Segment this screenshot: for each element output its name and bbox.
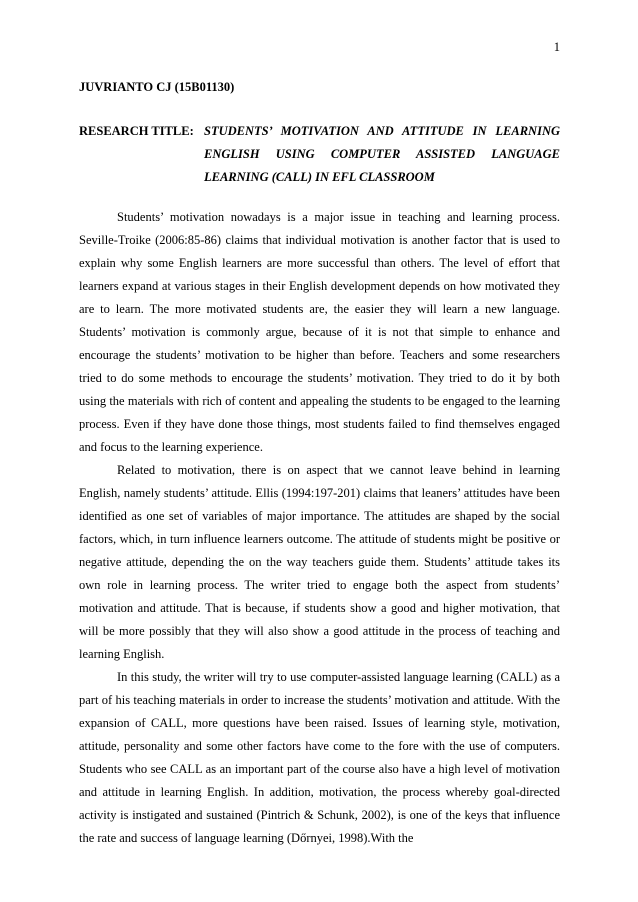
paragraph: In this study, the writer will try to use computer-assisted language learning (CALL) as a part of his teaching materials in order to increase the students’ motivation and attitude. With the expansion of CALL, more questions have been raised. Issues of learning style, motivation, attitude, personality and some other factors have come to the fore with the use of computers. Students who see CALL as an important part of the course also have a high level of motivation and attitude in learning English. In addition, motivation, the process whereby goal-directed activity is instigated and sustained (Pintrich & Schunk, 2002), is one of the keys that influence the rate and success of language learning (Dőrnyei, 1998).With the: [79, 670, 560, 845]
paragraph: Students’ motivation nowadays is a major issue in teaching and learning process. Seville-Troike (2006:85-86) claims that individual motivation is another factor that is used to explain why some English learners are more successful than others. The level of effort that learners expand at various stages in their English development depends on how motivated they are to learn. The more motivated students are, the easier they will learn a new language. Students’ motivation is commonly argue, because of it is not that simple to enhance and encourage the students’ motivation to be higher than before. Teachers and some researchers tried to do some methods to encourage the students’ motivation. They tried to do it by both using the materials with rich of content and appealing the students to be engaged to the learning process. Even if they have done those things, most students failed to find themselves engaged and focus to the learning experience.: [79, 210, 560, 454]
research-title-label: RESEARCH TITLE:: [79, 124, 194, 138]
research-title-line: STUDENTS’ MOTIVATION AND ATTITUDE IN LEARNING: [204, 124, 560, 138]
body-text: [79, 206, 560, 850]
page-number: 1: [553, 40, 560, 54]
paragraph: Related to motivation, there is on aspect that we cannot leave behind in learning English, namely students’ attitude. Ellis (1994:197-201) claims that leaners’ attitudes have been identified as one set of variables of major importance. The attitudes are shaped by the social factors, which, in turn influence learners outcome. The attitude of students might be positive or negative attitude, depending the on the way teachers guide them. Students’ attitude takes its own role in learning process. The writer tried to engage both the aspect from students’ motivation and attitude. That is because, if students show a good and higher motivation, that will be more possibly that they will also show a good attitude in the process of teaching and learning English.: [79, 463, 560, 661]
research-title-line: ENGLISH USING COMPUTER ASSISTED LANGUAGE: [204, 147, 560, 161]
research-title-block: [79, 120, 560, 189]
author-line: JUVRIANTO CJ (15B01130): [79, 80, 235, 94]
research-title-line: LEARNING (CALL) IN EFL CLASSROOM: [204, 170, 435, 184]
research-title-text: [204, 120, 560, 189]
